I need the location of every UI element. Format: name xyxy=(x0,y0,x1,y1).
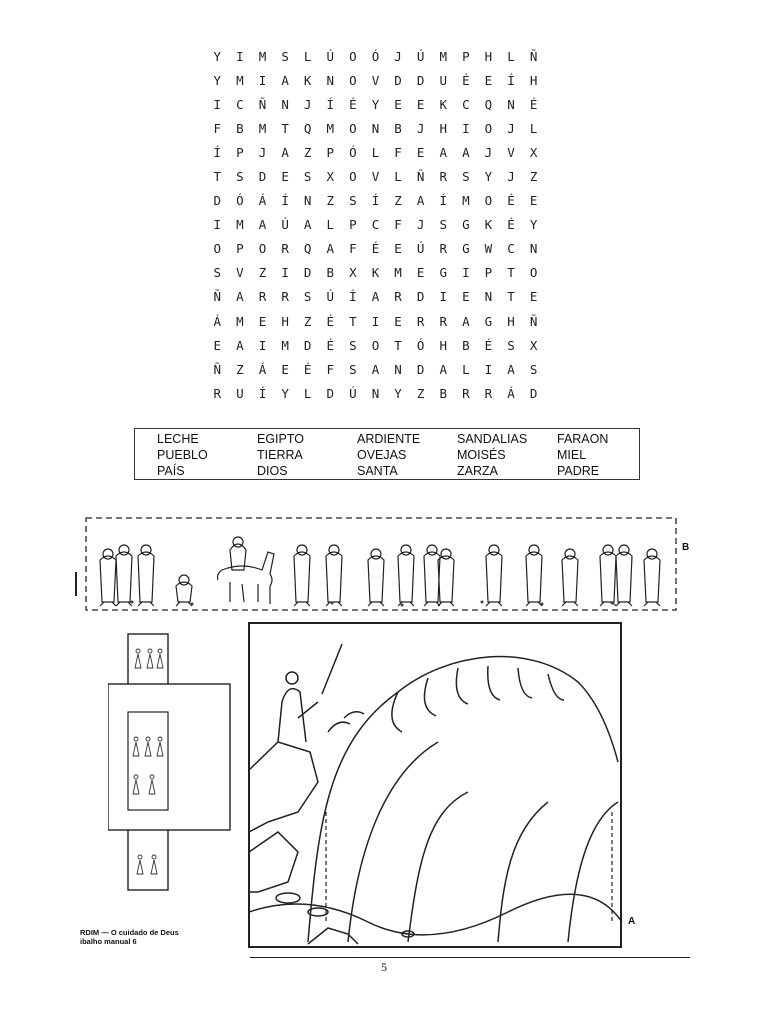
grid-letter: I xyxy=(236,48,244,64)
grid-letter: R xyxy=(439,241,447,257)
procession-strip xyxy=(72,510,692,614)
grid-letter: R xyxy=(484,385,493,401)
grid-letter: J xyxy=(303,96,312,112)
grid-letter: V xyxy=(507,144,515,160)
grid-letter: F xyxy=(213,120,222,136)
grid-letter: O xyxy=(371,337,380,353)
grid-letter: H xyxy=(439,120,447,136)
grid-letter: P xyxy=(462,48,470,64)
grid-letter: K xyxy=(303,72,312,88)
grid-letter: R xyxy=(439,169,447,185)
grid-letter: U xyxy=(236,385,244,401)
word-list-item: SANTA xyxy=(357,464,398,478)
grid-letter: I xyxy=(258,72,267,88)
grid-letter: L xyxy=(326,217,335,233)
strip-label: B xyxy=(682,542,690,553)
grid-letter: O xyxy=(349,120,357,136)
grid-letter: H xyxy=(529,72,538,88)
grid-letter: C xyxy=(371,217,380,233)
grid-letter: P xyxy=(236,241,244,257)
grid-letter: U xyxy=(439,72,447,88)
grid-letter: C xyxy=(462,96,470,112)
grid-letter: A xyxy=(439,144,447,160)
grid-letter: É xyxy=(326,337,335,353)
grid-letter: X xyxy=(349,265,357,281)
grid-letter: É xyxy=(507,217,515,233)
grid-letter: F xyxy=(394,144,402,160)
grid-letter: S xyxy=(303,169,312,185)
grid-letter: A xyxy=(439,361,447,377)
grid-letter: J xyxy=(507,169,515,185)
grid-letter: G xyxy=(484,313,493,329)
grid-letter: É xyxy=(326,313,335,329)
grid-letter: Ú xyxy=(326,48,335,64)
grid-letter: E xyxy=(394,313,402,329)
grid-letter: B xyxy=(236,120,244,136)
grid-letter: E xyxy=(281,169,289,185)
grid-letter: G xyxy=(462,241,470,257)
grid-letter: M xyxy=(394,265,402,281)
grid-letter: B xyxy=(439,385,447,401)
grid-letter: H xyxy=(484,48,493,64)
grid-letter: M xyxy=(281,337,289,353)
word-list-box xyxy=(134,428,640,480)
grid-letter: Ó xyxy=(371,48,380,64)
grid-letter: Z xyxy=(416,385,425,401)
grid-letter: S xyxy=(462,169,470,185)
grid-letter: H xyxy=(281,313,289,329)
grid-letter: D xyxy=(416,289,425,305)
grid-letter: Q xyxy=(303,120,312,136)
grid-letter: Ú xyxy=(349,385,357,401)
grid-letter: É xyxy=(529,96,538,112)
grid-letter: D xyxy=(303,337,312,353)
grid-letter: D xyxy=(303,265,312,281)
grid-letter: E xyxy=(462,289,470,305)
grid-letter: O xyxy=(349,72,357,88)
grid-letter: Á xyxy=(507,385,515,401)
grid-letter: E xyxy=(529,289,538,305)
grid-letter: Í xyxy=(326,96,335,112)
grid-letter: E xyxy=(258,313,267,329)
grid-letter: É xyxy=(507,193,515,209)
grid-letter: É xyxy=(484,337,493,353)
grid-letter: N xyxy=(281,96,289,112)
grid-letter: J xyxy=(416,120,425,136)
grid-letter: S xyxy=(236,169,244,185)
grid-letter: I xyxy=(462,120,470,136)
grid-letter: T xyxy=(507,289,515,305)
grid-letter: G xyxy=(439,265,447,281)
grid-letter: N xyxy=(326,72,335,88)
grid-letter: T xyxy=(394,337,402,353)
grid-letter: A xyxy=(416,193,425,209)
word-list-item: LECHE xyxy=(157,432,199,446)
grid-letter: Z xyxy=(258,265,267,281)
word-list-item: TIERRA xyxy=(257,448,303,462)
grid-letter: R xyxy=(281,289,289,305)
grid-letter: Z xyxy=(303,144,312,160)
grid-letter: I xyxy=(258,337,267,353)
grid-letter: K xyxy=(439,96,447,112)
grid-letter: H xyxy=(507,313,515,329)
grid-letter: A xyxy=(236,337,244,353)
grid-letter: W xyxy=(484,241,493,257)
word-list-item: ZARZA xyxy=(457,464,498,478)
grid-letter: I xyxy=(371,313,380,329)
grid-letter: Á xyxy=(258,361,267,377)
footer-rule xyxy=(250,957,690,958)
grid-letter: M xyxy=(236,72,244,88)
grid-letter: A xyxy=(462,144,470,160)
grid-letter: R xyxy=(281,241,289,257)
grid-letter: E xyxy=(213,337,222,353)
grid-letter: I xyxy=(281,265,289,281)
grid-letter: Z xyxy=(236,361,244,377)
grid-letter: Ó xyxy=(416,337,425,353)
grid-letter: L xyxy=(394,169,402,185)
word-list-item: MOISÉS xyxy=(457,448,506,462)
grid-letter: D xyxy=(213,193,222,209)
grid-letter: T xyxy=(507,265,515,281)
grid-letter: X xyxy=(529,337,538,353)
grid-letter: R xyxy=(258,289,267,305)
grid-letter: D xyxy=(394,72,402,88)
grid-letter: X xyxy=(326,169,335,185)
grid-letter: I xyxy=(213,217,222,233)
grid-letter: J xyxy=(507,120,515,136)
grid-letter: T xyxy=(349,313,357,329)
grid-letter: Í xyxy=(258,385,267,401)
grid-letter: Ñ xyxy=(213,289,222,305)
grid-letter: M xyxy=(236,217,244,233)
grid-letter: R xyxy=(416,313,425,329)
sea-parting-scene xyxy=(248,622,624,950)
grid-letter: A xyxy=(462,313,470,329)
grid-letter: Ú xyxy=(416,241,425,257)
grid-letter: K xyxy=(371,265,380,281)
grid-letter: M xyxy=(439,48,447,64)
grid-letter: O xyxy=(484,120,493,136)
grid-letter: D xyxy=(416,72,425,88)
grid-letter: B xyxy=(462,337,470,353)
grid-letter: D xyxy=(326,385,335,401)
word-list-item: SANDALIAS xyxy=(457,432,528,446)
grid-letter: H xyxy=(439,337,447,353)
grid-letter: Q xyxy=(303,241,312,257)
word-list-item: PADRE xyxy=(557,464,600,478)
grid-letter: Í xyxy=(281,193,289,209)
grid-letter: N xyxy=(303,193,312,209)
grid-letter: S xyxy=(349,361,357,377)
grid-letter: V xyxy=(236,265,244,281)
grid-letter: K xyxy=(484,217,493,233)
grid-letter: J xyxy=(484,144,493,160)
grid-letter: A xyxy=(303,217,312,233)
grid-letter: F xyxy=(349,241,357,257)
grid-letter: Ñ xyxy=(258,96,267,112)
grid-letter: P xyxy=(236,144,244,160)
grid-letter: P xyxy=(326,144,335,160)
grid-letter: Ñ xyxy=(213,361,222,377)
grid-letter: Ñ xyxy=(529,313,538,329)
grid-letter: E xyxy=(394,96,402,112)
grid-letter: Í xyxy=(213,144,222,160)
grid-letter: R xyxy=(394,289,402,305)
grid-letter: V xyxy=(371,72,380,88)
word-list-item: MIEL xyxy=(557,448,587,462)
grid-letter: Z xyxy=(394,193,402,209)
grid-letter: O xyxy=(529,265,538,281)
grid-letter: O xyxy=(258,241,267,257)
grid-letter: A xyxy=(326,241,335,257)
grid-letter: D xyxy=(258,169,267,185)
grid-letter: V xyxy=(371,169,380,185)
grid-letter: L xyxy=(303,48,312,64)
grid-letter: M xyxy=(236,313,244,329)
grid-letter: É xyxy=(303,361,312,377)
grid-letter: Í xyxy=(349,289,357,305)
grid-letter: M xyxy=(462,193,470,209)
grid-letter: A xyxy=(236,289,244,305)
word-list-item: DIOS xyxy=(257,464,288,478)
grid-letter: Y xyxy=(213,72,222,88)
word-list-item: OVEJAS xyxy=(357,448,407,462)
grid-letter: Z xyxy=(529,169,538,185)
grid-letter: O xyxy=(484,193,493,209)
grid-letter: D xyxy=(529,385,538,401)
grid-letter: E xyxy=(416,144,425,160)
grid-letter: B xyxy=(394,120,402,136)
grid-letter: Q xyxy=(484,96,493,112)
grid-letter: N xyxy=(484,289,493,305)
grid-letter: F xyxy=(394,217,402,233)
grid-letter: A xyxy=(281,144,289,160)
word-list-item: FARAON xyxy=(557,432,609,446)
grid-letter: É xyxy=(371,241,380,257)
grid-letter: Á xyxy=(213,313,222,329)
grid-letter: Z xyxy=(303,313,312,329)
grid-letter: A xyxy=(507,361,515,377)
grid-letter: R xyxy=(462,385,470,401)
grid-letter: E xyxy=(484,72,493,88)
grid-letter: N xyxy=(371,120,380,136)
viewer-slider xyxy=(108,630,234,894)
grid-letter: L xyxy=(462,361,470,377)
grid-letter: S xyxy=(439,217,447,233)
grid-letter: Á xyxy=(258,193,267,209)
grid-letter: L xyxy=(371,144,380,160)
grid-letter: Ú xyxy=(416,48,425,64)
grid-letter: É xyxy=(349,96,357,112)
word-list-item: PUEBLO xyxy=(157,448,208,462)
credit-line-2: ibalho manual 6 xyxy=(80,937,137,946)
grid-letter: I xyxy=(213,96,222,112)
grid-letter: Y xyxy=(281,385,289,401)
grid-letter: E xyxy=(416,265,425,281)
grid-letter: N xyxy=(507,96,515,112)
grid-letter: A xyxy=(371,289,380,305)
scene-label: A xyxy=(628,916,636,927)
grid-letter: Ó xyxy=(349,144,357,160)
grid-letter: Ú xyxy=(281,217,289,233)
grid-letter: Y xyxy=(529,217,538,233)
grid-letter: Y xyxy=(484,169,493,185)
grid-letter: M xyxy=(326,120,335,136)
grid-letter: Y xyxy=(371,96,380,112)
grid-letter: N xyxy=(529,241,538,257)
grid-letter: Ñ xyxy=(529,48,538,64)
grid-letter: T xyxy=(213,169,222,185)
grid-letter: A xyxy=(258,217,267,233)
grid-letter: I xyxy=(439,289,447,305)
word-search-grid xyxy=(206,44,545,405)
grid-letter: P xyxy=(349,217,357,233)
grid-letter: S xyxy=(507,337,515,353)
grid-letter: S xyxy=(281,48,289,64)
page-number: 5 xyxy=(381,960,387,974)
grid-letter: Ú xyxy=(326,289,335,305)
grid-letter: E xyxy=(281,361,289,377)
grid-letter: N xyxy=(394,361,402,377)
grid-letter: I xyxy=(462,265,470,281)
grid-letter: Ó xyxy=(236,193,244,209)
grid-letter: C xyxy=(507,241,515,257)
grid-letter: O xyxy=(213,241,222,257)
grid-letter: L xyxy=(303,385,312,401)
grid-letter: E xyxy=(529,193,538,209)
grid-letter: A xyxy=(371,361,380,377)
grid-letter: É xyxy=(462,72,470,88)
grid-letter: O xyxy=(349,48,357,64)
grid-letter: Ñ xyxy=(416,169,425,185)
word-list-item: PAÍS xyxy=(157,464,185,478)
grid-letter: G xyxy=(462,217,470,233)
grid-letter: C xyxy=(236,96,244,112)
grid-letter: L xyxy=(507,48,515,64)
credit-text xyxy=(80,928,179,946)
grid-letter: X xyxy=(529,144,538,160)
grid-letter: S xyxy=(349,337,357,353)
grid-letter: E xyxy=(416,96,425,112)
grid-letter: Í xyxy=(371,193,380,209)
grid-letter: I xyxy=(484,361,493,377)
grid-letter: Í xyxy=(507,72,515,88)
grid-letter: B xyxy=(326,265,335,281)
grid-letter: J xyxy=(258,144,267,160)
grid-letter: L xyxy=(529,120,538,136)
grid-letter: O xyxy=(349,169,357,185)
grid-letter: R xyxy=(439,313,447,329)
grid-letter: J xyxy=(394,48,402,64)
grid-letter: D xyxy=(416,361,425,377)
grid-letter: F xyxy=(326,361,335,377)
grid-letter: N xyxy=(371,385,380,401)
grid-letter: Y xyxy=(213,48,222,64)
grid-letter: S xyxy=(529,361,538,377)
grid-letter: A xyxy=(281,72,289,88)
grid-letter: M xyxy=(258,120,267,136)
grid-letter: S xyxy=(303,289,312,305)
grid-letter: T xyxy=(281,120,289,136)
grid-letter: Í xyxy=(439,193,447,209)
credit-line-1: RDIM — O cuidado de Deus xyxy=(80,928,179,937)
grid-letter: R xyxy=(213,385,222,401)
word-list-item: EGIPTO xyxy=(257,432,305,446)
grid-letter: S xyxy=(213,265,222,281)
grid-letter: P xyxy=(484,265,493,281)
grid-letter: J xyxy=(416,217,425,233)
grid-letter: M xyxy=(258,48,267,64)
grid-letter: E xyxy=(394,241,402,257)
grid-letter: Y xyxy=(394,385,402,401)
grid-letter: S xyxy=(349,193,357,209)
word-list-item: ARDIENTE xyxy=(357,432,421,446)
grid-letter: Z xyxy=(326,193,335,209)
